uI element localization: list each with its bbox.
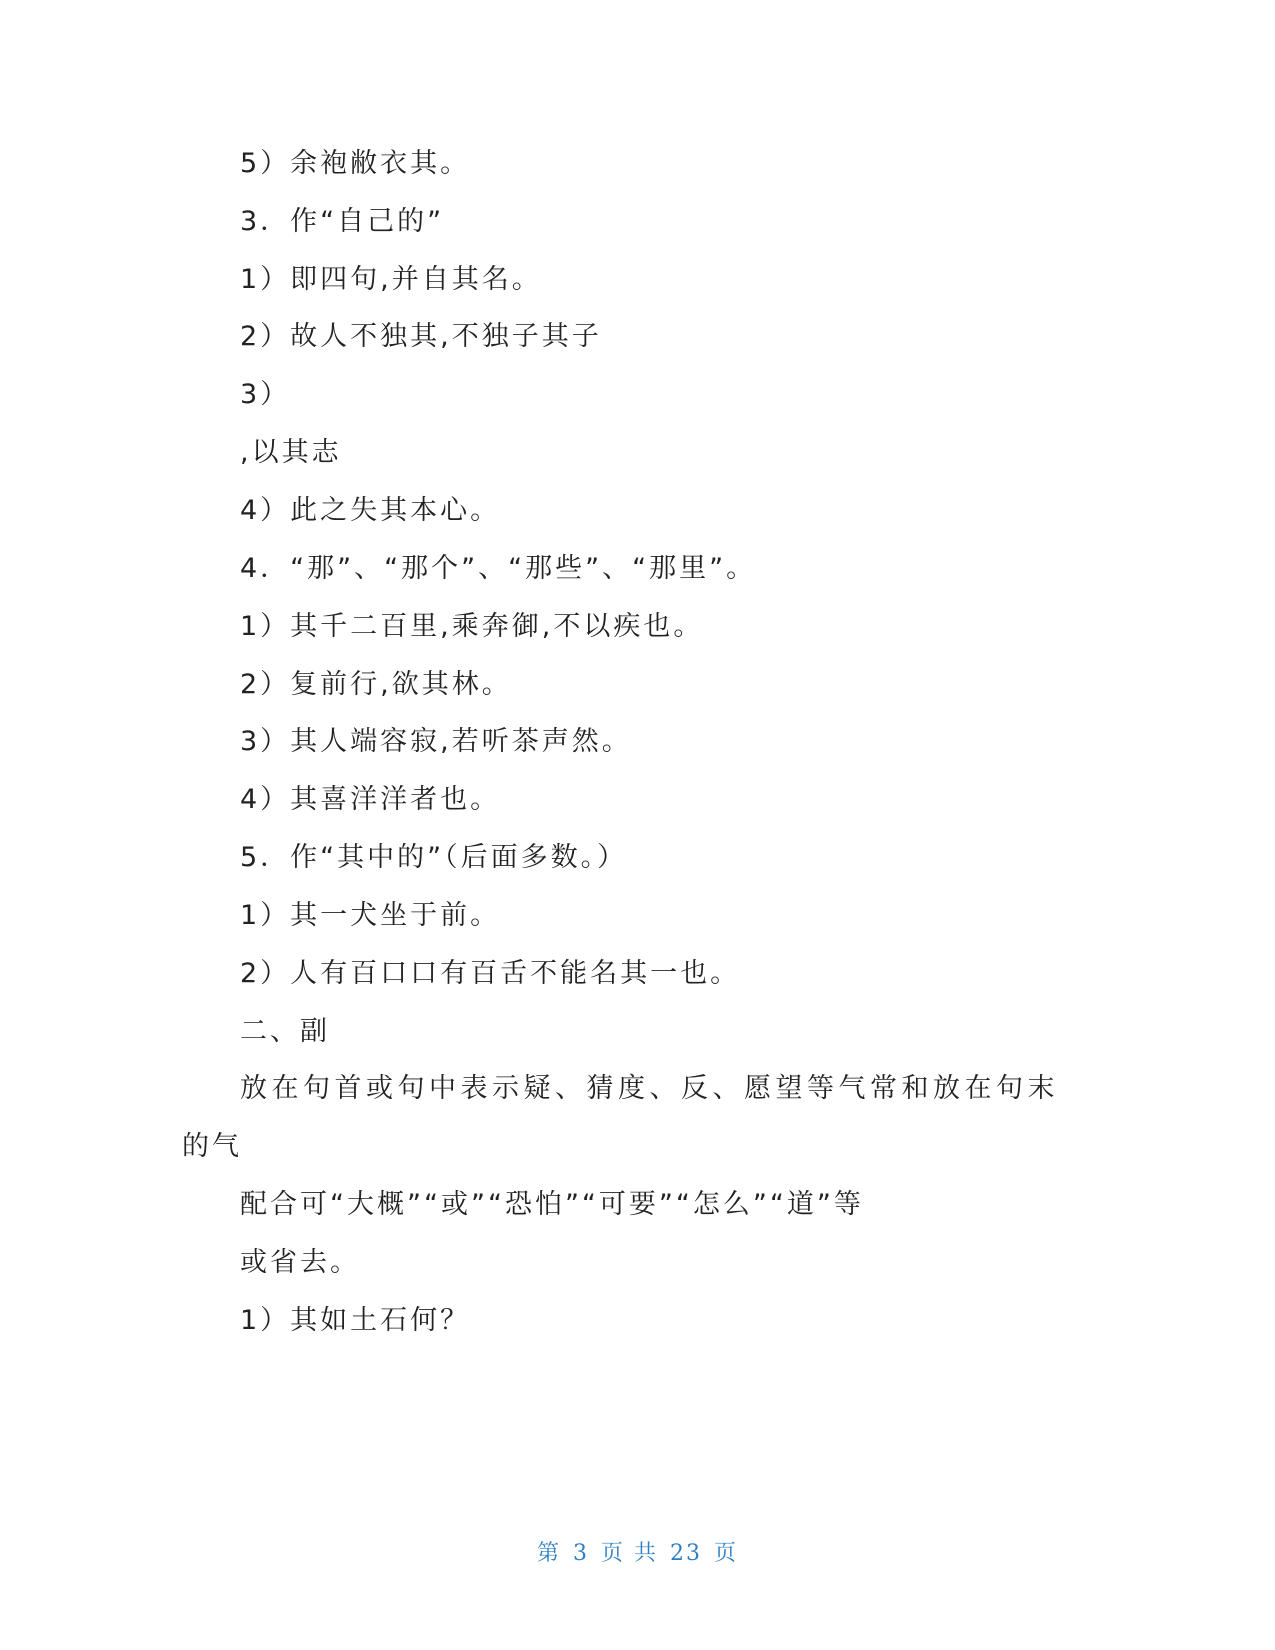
section-heading: 二、副 [240, 1016, 330, 1047]
text-line: 2）人有百口口有百舌不能名其一也。 [240, 958, 741, 989]
text-line: 4．“那”、“那个”、“那些”、“那里”。 [240, 553, 757, 584]
text-line: ,以其志 [240, 437, 342, 468]
page-label-suffix: 页 [714, 1541, 739, 1566]
text-line: 配合可“大概”“或”“恐怕”“可要”“怎么”“道”等 [240, 1189, 864, 1220]
text-line: 或省去。 [240, 1247, 360, 1278]
text-line: 2）复前行,欲其林。 [240, 669, 512, 700]
text-line: 2）故人不独其,不独子其子 [240, 321, 602, 352]
page-label-mid: 页 共 [601, 1541, 658, 1566]
text-line: 1）其如土石何？ [240, 1305, 471, 1336]
text-line: 5）余袍敝衣其。 [240, 148, 471, 179]
text-line: 3）其人端容寂,若听茶声然。 [240, 726, 632, 757]
text-line: 的气 [182, 1131, 242, 1162]
text-line: 4）其喜洋洋者也。 [240, 784, 501, 815]
text-line: 4）此之失其本心。 [240, 495, 501, 526]
text-line: 1）其千二百里,乘奔御,不以疾也。 [240, 611, 704, 642]
text-line: 3） [240, 379, 291, 410]
text-line: 3．作“自己的” [240, 206, 445, 237]
text-line: 放在句首或句中表示疑、猜度、反、愿望等气常和放在句末 [240, 1073, 1059, 1104]
text-line: 1）即四句,并自其名。 [240, 264, 542, 295]
current-page-number: 3 [573, 1541, 589, 1566]
page-footer [0, 1536, 1275, 1567]
page-label-prefix: 第 [536, 1541, 561, 1566]
total-pages-number: 23 [670, 1541, 702, 1566]
text-line: 1）其一犬坐于前。 [240, 900, 501, 931]
text-line: 5．作“其中的”（后面多数。） [240, 842, 628, 873]
